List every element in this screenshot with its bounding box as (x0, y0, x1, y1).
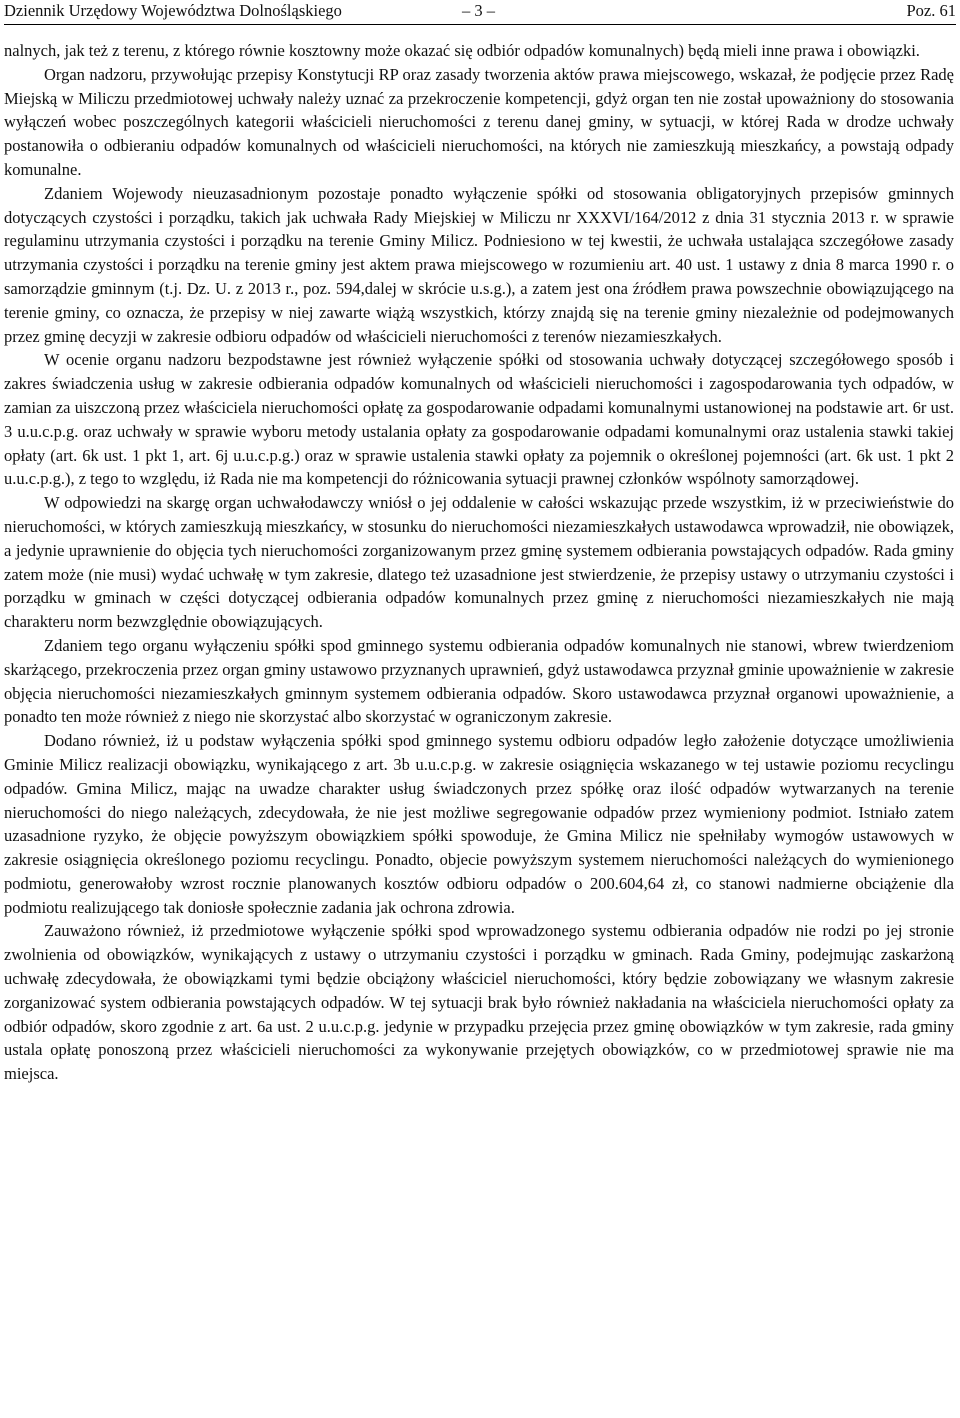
paragraph-continuation: nalnych, jak też z terenu, z którego równie kosztowny może okazać się odbiór odpadów komunalnych) będą mieli inne prawa i obowiązki. (4, 41, 920, 60)
paragraph: W ocenie organu nadzoru bezpodstawne jest również wyłączenie spółki od stosowania uchwały dotyczącej szczegółowego sposób i zakres świadczenia usług w zakresie odbierania odpadów komunalnych od właścicieli nieruchomości i zagospodarowania tych odpadów, w zamian za uiszczoną przez właściciela nieruchomości opłatę za gospodarowanie odpadami komunalnymi ustanowionej na podstawie art. 6r ust. 3 u.u.c.p.g. oraz uchwały w sprawie wyboru metody ustalania opłaty za gospodarowanie odpadami komunalnymi oraz ustalenia stawki takiej opłaty (art. 6k ust. 1 pkt 1, art. 6j u.u.c.p.g.) oraz w sprawie ustalenia stawki opłaty za pojemnik o określonej pojemności (art. 6k ust. 1 pkt 2 u.u.c.p.g.), z tego to względu, iż Rada nie ma kompetencji do różnicowania sytuacji prawnej członków wspólnoty samorządowej. (4, 350, 954, 489)
position-number: Poz. 61 (906, 1, 956, 20)
page-number: – 3 – (462, 1, 495, 20)
paragraph: W odpowiedzi na skargę organ uchwałodawczy wniósł o jej oddalenie w całości wskazując przede wszystkim, iż w przeciwieństwie do nieruchomości, w których zamieszkują mieszkańcy, w stosunku do nieruchomości niezamieszkałych ustawodawca wprowadził, nie obowiązek, a jedynie uprawnienie do objęcia tych nieruchomości zorganizowanym przez gminę systemem odbierania powstających odpadów. Rada gminy zatem może (nie musi) wydać uchwałę w tym zakresie, dlatego też uzasadnione jest stwierdzenie, że przepisy ustawy o utrzymaniu czystości i porządku w gminach w części dotyczącej odbierania odpadów komunalnych przez gminę z nieruchomości niezamieszkałych nie mają charakteru norm bezwzględnie obowiązujących. (4, 493, 954, 632)
paragraph: Zauważono również, iż przedmiotowe wyłączenie spółki spod wprowadzonego systemu odbierania odpadów nie rodzi po jej stronie zwolnienia od obowiązków, wynikających z ustawy o utrzymaniu czystości i porządku w gminach. Rada Gminy, podejmując zaskarżoną uchwałę zdecydowała, że obowiązkami tymi będzie obciążony właściciel nieruchomości, który będzie zobowiązany we własnym zakresie zorganizować system odbierania powstających odpadów. W tej sytuacji brak było również nakładania na właściciela nieruchomości opłaty za odbiór odpadów, skoro zgodnie z art. 6a ust. 2 u.u.c.p.g. jedynie w przypadku przejęcia przez gminę obowiązków w tym zakresie, rada gminy ustala opłatę ponoszoną przez właścicieli nieruchomości za wykonywanie przejętych obowiązków, co w przedmiotowej sprawie nie ma miejsca. (4, 921, 954, 1084)
header-rule (4, 24, 956, 25)
paragraph: Organ nadzoru, przywołując przepisy Konstytucji RP oraz zasady tworzenia aktów prawa miejscowego, wskazał, że podjęcie przez Radę Miejską w Miliczu przedmiotowej uchwały należy uznać za przekroczenie kompetencji, gdyż organ ten nie został upoważniony do stosowania wyłączeń wobec poszczególnych kategorii właścicieli nieruchomości z terenu danej gminy, w sytuacji, w której Rada w drodze uchwały postanowiła o odbieraniu odpadów komunalnych od właścicieli nieruchomości, na których nie zamieszkują mieszkańcy, a powstają odpady komunalne. (4, 64, 954, 179)
paragraph: Zdaniem tego organu wyłączeniu spółki spod gminnego systemu odbierania odpadów komunalnych nie stanowi, wbrew twierdzeniom skarżącego, przekroczenia przez organ gminy ustawowo przyznanych uprawnień, gdyż ustawodawca przyznał gminie upoważnienie w zakresie objęcia nieruchomości niezamieszkałych gminnym systemem odbierania odpadów. Skoro ustawodawca przyznał organowi upoważnienie, a ponadto ten może również z niego nie skorzystać albo skorzystać w ograniczonym zakresie. (4, 635, 954, 727)
publication-title: Dziennik Urzędowy Województwa Dolnośląskiego (4, 1, 342, 20)
page-header (4, 0, 956, 26)
document-body (4, 39, 954, 1086)
paragraph: Zdaniem Wojewody nieuzasadnionym pozostaje ponadto wyłączenie spółki od stosowania obligatoryjnych przepisów gminnych dotyczących czystości i porządku, takich jak uchwała Rady Miejskiej w Miliczu nr XXXVI/164/2012 z dnia 31 stycznia 2013 r. w sprawie regulaminu utrzymania czystości i porządku na terenie Gminy Milicz. Podniesiono w tej kwestii, że uchwała ustalająca szczegółowe zasady utrzymania czystości i porządku na terenie gminy jest aktem prawa miejscowego w rozumieniu art. 40 ust. 1 ustawy z dnia 8 marca 1990 r. o samorządzie gminnym (t.j. Dz. U. z 2013 r., poz. 594,dalej w skrócie u.s.g.), a zatem jest ona źródłem prawa powszechnie obowiązującego na terenie gminy, co oznacza, że przepisy w niej zawarte wiążą wszystkich, którzy znajdą się na terenie gminy niezależnie od podejmowanych przez gminę decyzji w zakresie odbioru odpadów od właścicieli nieruchomości z terenów niezamieszkałych. (4, 183, 954, 346)
paragraph: Dodano również, iż u podstaw wyłączenia spółki spod gminnego systemu odbioru odpadów legło założenie dotyczące umożliwienia Gminie Milicz realizacji obowiązku, wynikającego z art. 3b u.u.c.p.g. w zakresie osiągnięcia wskazanego w tej ustawie poziomu recyclingu odpadów. Gmina Milicz, mając na uwadze charakter usług świadczonych przez spółkę oraz ilość odpadów wytwarzanych na terenie nieruchomości do niego należących, zdecydowała, że nie jest możliwe segregowanie odpadów przez wymieniony podmiot. Istniało zatem uzasadnione ryzyko, że objęcie powyższym obowiązkiem spółki spowoduje, że Gmina Milicz nie spełniłaby wymogów ustawowych w zakresie osiągnięcia określonego poziomu recyclingu. Ponadto, objecie powyższym systemem nieruchomości należących do wymienionego podmiotu, generowałoby wzrost rocznie planowanych kosztów odbioru odpadów o 200.604,64 zł, co stanowi nadmierne obciążenie dla podmiotu realizującego tak doniosłe społecznie zadania jak ochrona zdrowia. (4, 731, 954, 917)
